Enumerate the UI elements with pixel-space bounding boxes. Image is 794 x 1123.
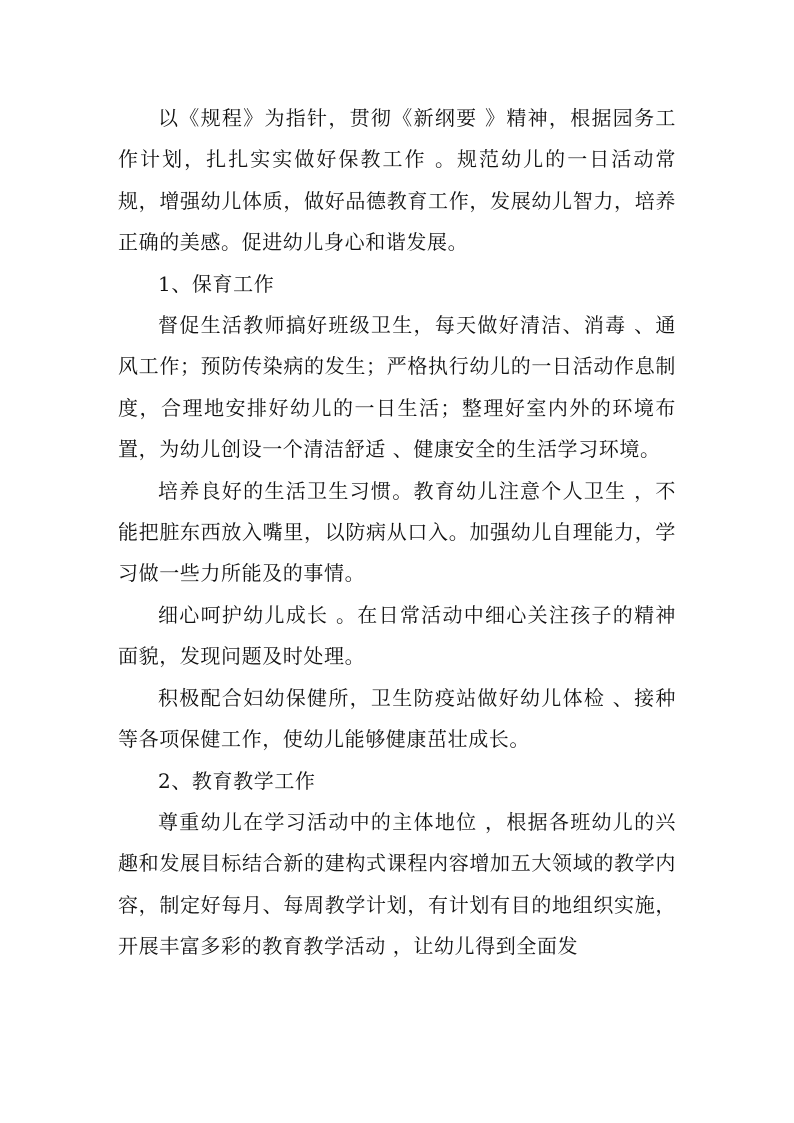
document-body [118,98,676,968]
teaching-paragraph-1: 尊重幼儿在学习活动中的主体地位 ，根据各班幼儿的兴趣和发展目标结合新的建构式课程内容增加五大领域的教学内容，制定好每月、每周教学计划，有计划有目的地组织实施，开展丰富多彩的教育教学活动 ，让幼儿得到全面发 [118,809,676,959]
care-paragraph-4: 积极配合妇幼保健所，卫生防疫站做好幼儿体检 、接种等各项保健工作，使幼儿能够健康茁壮成长。 [118,685,676,752]
care-paragraph-2: 培养良好的生活卫生习惯。教育幼儿注意个人卫生 ，不能把脏东西放入嘴里，以防病从口入。加强幼儿自理能力，学习做一些力所能及的事情。 [118,478,676,586]
section-heading-teaching: 2、教育教学工作 [158,768,316,793]
intro-paragraph: 以《规程》为指针，贯彻《新纲要 》精神，根据园务工作计划，扎扎实实做好保教工作 。规范幼儿的一日活动常规，增强幼儿体质，做好品德教育工作，发展幼儿智力，培养正确的美感。促进幼儿身心和谐发展。 [118,106,676,255]
care-paragraph-1: 督促生活教师搞好班级卫生，每天做好清洁、消毒 、通风工作；预防传染病的发生；严格执行幼儿的一日活动作息制度，合理地安排好幼儿的一日生活；整理好室内外的环境布置，为幼儿创设一个清洁舒适 、健康安全的生活学习环境。 [118,313,676,462]
section-heading-care: 1、保育工作 [158,271,275,296]
care-paragraph-3: 细心呵护幼儿成长 。在日常活动中细心关注孩子的精神面貌，发现问题及时处理。 [118,602,676,669]
